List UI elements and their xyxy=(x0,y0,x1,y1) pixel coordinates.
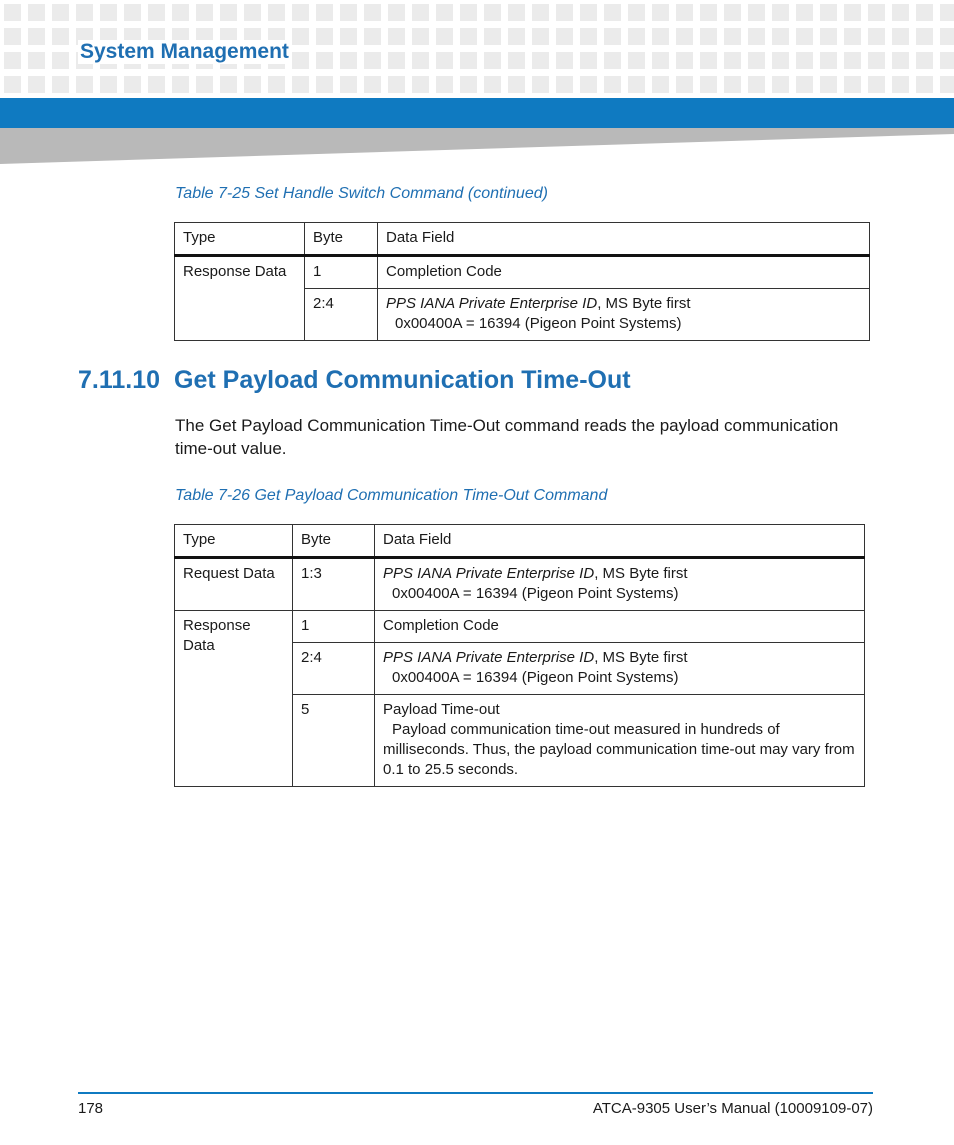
header-tile xyxy=(724,28,741,45)
header-tile xyxy=(292,28,309,45)
header-tile xyxy=(220,4,237,21)
header-tile xyxy=(436,76,453,93)
header-tile xyxy=(508,4,525,21)
header-tile xyxy=(940,52,954,69)
header-tile xyxy=(820,52,837,69)
header-tile xyxy=(388,76,405,93)
header-gray-swoosh xyxy=(0,128,954,164)
header-tile xyxy=(652,52,669,69)
header-tile xyxy=(676,4,693,21)
header-tile xyxy=(940,4,954,21)
header-tile xyxy=(268,4,285,21)
header-tile xyxy=(364,76,381,93)
column-header: Byte xyxy=(293,525,375,558)
running-section-title: System Management xyxy=(80,40,289,63)
header-tile xyxy=(556,4,573,21)
field-detail: 0x00400A = 16394 (Pigeon Point Systems) xyxy=(392,669,679,686)
header-tile xyxy=(4,28,21,45)
header-tile xyxy=(340,4,357,21)
table-26-caption: Table 7-26 Get Payload Communication Time-Out Command xyxy=(175,487,608,504)
section-number: 7.11.10 xyxy=(78,366,161,394)
field-name-italic: PPS IANA Private Enterprise ID xyxy=(386,295,598,312)
header-tile xyxy=(724,52,741,69)
header-tile xyxy=(652,76,669,93)
table-26 xyxy=(174,524,865,787)
header-tile xyxy=(412,76,429,93)
header-tile xyxy=(604,28,621,45)
header-tile xyxy=(820,76,837,93)
header-tile xyxy=(100,4,117,21)
header-tile xyxy=(292,52,309,69)
header-tile xyxy=(676,52,693,69)
header-tile xyxy=(292,76,309,93)
header-tile xyxy=(820,4,837,21)
header-tile xyxy=(532,52,549,69)
header-tile xyxy=(196,4,213,21)
header-tile xyxy=(484,4,501,21)
header-tile xyxy=(604,76,621,93)
header-tile xyxy=(676,28,693,45)
header-tile xyxy=(844,28,861,45)
section-heading xyxy=(78,366,631,395)
header-tile xyxy=(916,52,933,69)
header-tile xyxy=(340,28,357,45)
field-name-italic: PPS IANA Private Enterprise ID xyxy=(383,649,595,666)
header-tile xyxy=(148,4,165,21)
column-header: Type xyxy=(175,525,293,558)
header-tile xyxy=(436,28,453,45)
field-detail: 0x00400A = 16394 (Pigeon Point Systems) xyxy=(395,315,682,332)
header-tile xyxy=(892,76,909,93)
header-tile xyxy=(916,76,933,93)
field-suffix: , MS Byte first xyxy=(594,649,688,666)
header-tile xyxy=(796,76,813,93)
header-tile xyxy=(844,4,861,21)
header-tile xyxy=(484,52,501,69)
table-25-caption: Table 7-25 Set Handle Switch Command (continued) xyxy=(175,185,548,202)
header-tile xyxy=(28,4,45,21)
header-tile xyxy=(796,4,813,21)
header-tile xyxy=(460,76,477,93)
header-tile xyxy=(868,76,885,93)
header-tile xyxy=(580,52,597,69)
header-tile xyxy=(508,76,525,93)
header-tile xyxy=(364,28,381,45)
header-tile xyxy=(340,76,357,93)
table-25 xyxy=(174,222,870,341)
header-tile xyxy=(628,52,645,69)
data-field-cell xyxy=(375,643,865,695)
header-tile xyxy=(388,52,405,69)
header-tile xyxy=(628,28,645,45)
header-tile xyxy=(52,52,69,69)
header-tile xyxy=(892,4,909,21)
table-header-row xyxy=(175,223,870,256)
header-tile xyxy=(724,76,741,93)
header-tile xyxy=(436,52,453,69)
type-cell: Response Data xyxy=(175,611,293,787)
header-tile xyxy=(532,4,549,21)
table-row xyxy=(175,611,865,643)
header-tile xyxy=(700,52,717,69)
header-tile xyxy=(868,28,885,45)
header-tile xyxy=(556,52,573,69)
header-tile xyxy=(556,28,573,45)
header-tile xyxy=(628,4,645,21)
header-tile xyxy=(580,76,597,93)
header-tile xyxy=(220,76,237,93)
header-tile xyxy=(316,52,333,69)
header-tile xyxy=(484,76,501,93)
header-tile xyxy=(916,28,933,45)
data-field-cell: Completion Code xyxy=(378,256,870,289)
field-suffix: , MS Byte first xyxy=(597,295,691,312)
header-tile xyxy=(436,4,453,21)
header-tile xyxy=(772,76,789,93)
header-tile xyxy=(652,4,669,21)
header-tile xyxy=(244,76,261,93)
data-field-cell xyxy=(375,558,865,611)
header-tile xyxy=(748,76,765,93)
header-tile xyxy=(796,28,813,45)
header-tile xyxy=(628,76,645,93)
section-heading-title: Get Payload Communication Time-Out xyxy=(174,366,631,394)
type-cell: Request Data xyxy=(175,558,293,611)
header-tile xyxy=(148,76,165,93)
header-tile xyxy=(748,52,765,69)
header-tile xyxy=(676,76,693,93)
header-tile xyxy=(700,76,717,93)
header-tile xyxy=(268,76,285,93)
field-detail: Payload communication time-out measured in hundreds of xyxy=(392,721,780,738)
footer-rule xyxy=(78,1092,873,1094)
header-tile xyxy=(52,4,69,21)
header-tile xyxy=(412,52,429,69)
data-field-cell: Completion Code xyxy=(375,611,865,643)
header-tile xyxy=(76,76,93,93)
header-tile xyxy=(388,28,405,45)
header-tile xyxy=(388,4,405,21)
field-detail-continued: milliseconds. Thus, the payload communication time-out may vary from 0.1 to 25.5 seconds. xyxy=(383,741,855,778)
header-tile xyxy=(532,76,549,93)
header-tile xyxy=(772,4,789,21)
byte-cell: 2:4 xyxy=(305,289,378,341)
header-tile xyxy=(340,52,357,69)
header-tile xyxy=(844,76,861,93)
header-tile xyxy=(652,28,669,45)
header-tile xyxy=(724,4,741,21)
header-tile xyxy=(28,52,45,69)
byte-cell: 2:4 xyxy=(293,643,375,695)
header-tile xyxy=(940,28,954,45)
header-tile xyxy=(868,4,885,21)
header-tile xyxy=(748,4,765,21)
header-tile xyxy=(364,4,381,21)
header-tile xyxy=(868,52,885,69)
header-tile xyxy=(28,28,45,45)
header-tile xyxy=(580,4,597,21)
header-tile xyxy=(700,4,717,21)
table-row xyxy=(175,256,870,289)
header-tile xyxy=(892,52,909,69)
table-row xyxy=(175,558,865,611)
header-tile xyxy=(172,4,189,21)
header-tile xyxy=(532,28,549,45)
header-tile xyxy=(700,28,717,45)
header-tile xyxy=(4,4,21,21)
header-tile xyxy=(460,52,477,69)
header-tile xyxy=(604,4,621,21)
header-tile xyxy=(364,52,381,69)
field-suffix: , MS Byte first xyxy=(594,565,688,582)
section-body-text: The Get Payload Communication Time-Out command reads the payload communication time-out value. xyxy=(175,416,839,458)
header-tile xyxy=(892,28,909,45)
header-tile xyxy=(484,28,501,45)
header-tile xyxy=(172,76,189,93)
header-tile xyxy=(460,4,477,21)
byte-cell: 1:3 xyxy=(293,558,375,611)
table-header-row xyxy=(175,525,865,558)
header-tile xyxy=(124,76,141,93)
header-tile xyxy=(940,76,954,93)
page-number: 178 xyxy=(78,1100,104,1117)
column-header: Data Field xyxy=(378,223,870,256)
data-field-cell xyxy=(378,289,870,341)
header-tile xyxy=(460,28,477,45)
column-header: Type xyxy=(175,223,305,256)
header-tile xyxy=(508,28,525,45)
field-main: Payload Time-out xyxy=(383,701,500,718)
column-header: Byte xyxy=(305,223,378,256)
header-tile xyxy=(28,76,45,93)
header-tile xyxy=(124,4,141,21)
header-tile xyxy=(244,4,261,21)
header-tile xyxy=(412,28,429,45)
header-tile xyxy=(772,28,789,45)
header-tile xyxy=(316,4,333,21)
header-tile xyxy=(748,28,765,45)
header-tile xyxy=(796,52,813,69)
header-tile xyxy=(604,52,621,69)
header-tile xyxy=(100,76,117,93)
type-cell: Response Data xyxy=(175,256,305,341)
byte-cell: 1 xyxy=(293,611,375,643)
header-tile xyxy=(316,76,333,93)
header-tile xyxy=(844,52,861,69)
column-header: Data Field xyxy=(375,525,865,558)
field-name-italic: PPS IANA Private Enterprise ID xyxy=(383,565,595,582)
header-tile xyxy=(292,4,309,21)
header-tile xyxy=(316,28,333,45)
header-tile xyxy=(76,4,93,21)
header-tile xyxy=(196,76,213,93)
manual-title: ATCA-9305 User’s Manual (10009109-07) xyxy=(592,1100,873,1117)
header-tile xyxy=(412,4,429,21)
header-tile xyxy=(508,52,525,69)
header-blue-bar xyxy=(0,98,954,128)
header-tile xyxy=(556,76,573,93)
header-tile xyxy=(772,52,789,69)
header-tile xyxy=(916,4,933,21)
byte-cell: 1 xyxy=(305,256,378,289)
header-tile xyxy=(52,28,69,45)
header-tile xyxy=(580,28,597,45)
field-detail: 0x00400A = 16394 (Pigeon Point Systems) xyxy=(392,585,679,602)
header-tile xyxy=(4,76,21,93)
data-field-cell xyxy=(375,695,865,787)
header-tile xyxy=(52,76,69,93)
byte-cell: 5 xyxy=(293,695,375,787)
header-tile xyxy=(820,28,837,45)
header-tile xyxy=(4,52,21,69)
